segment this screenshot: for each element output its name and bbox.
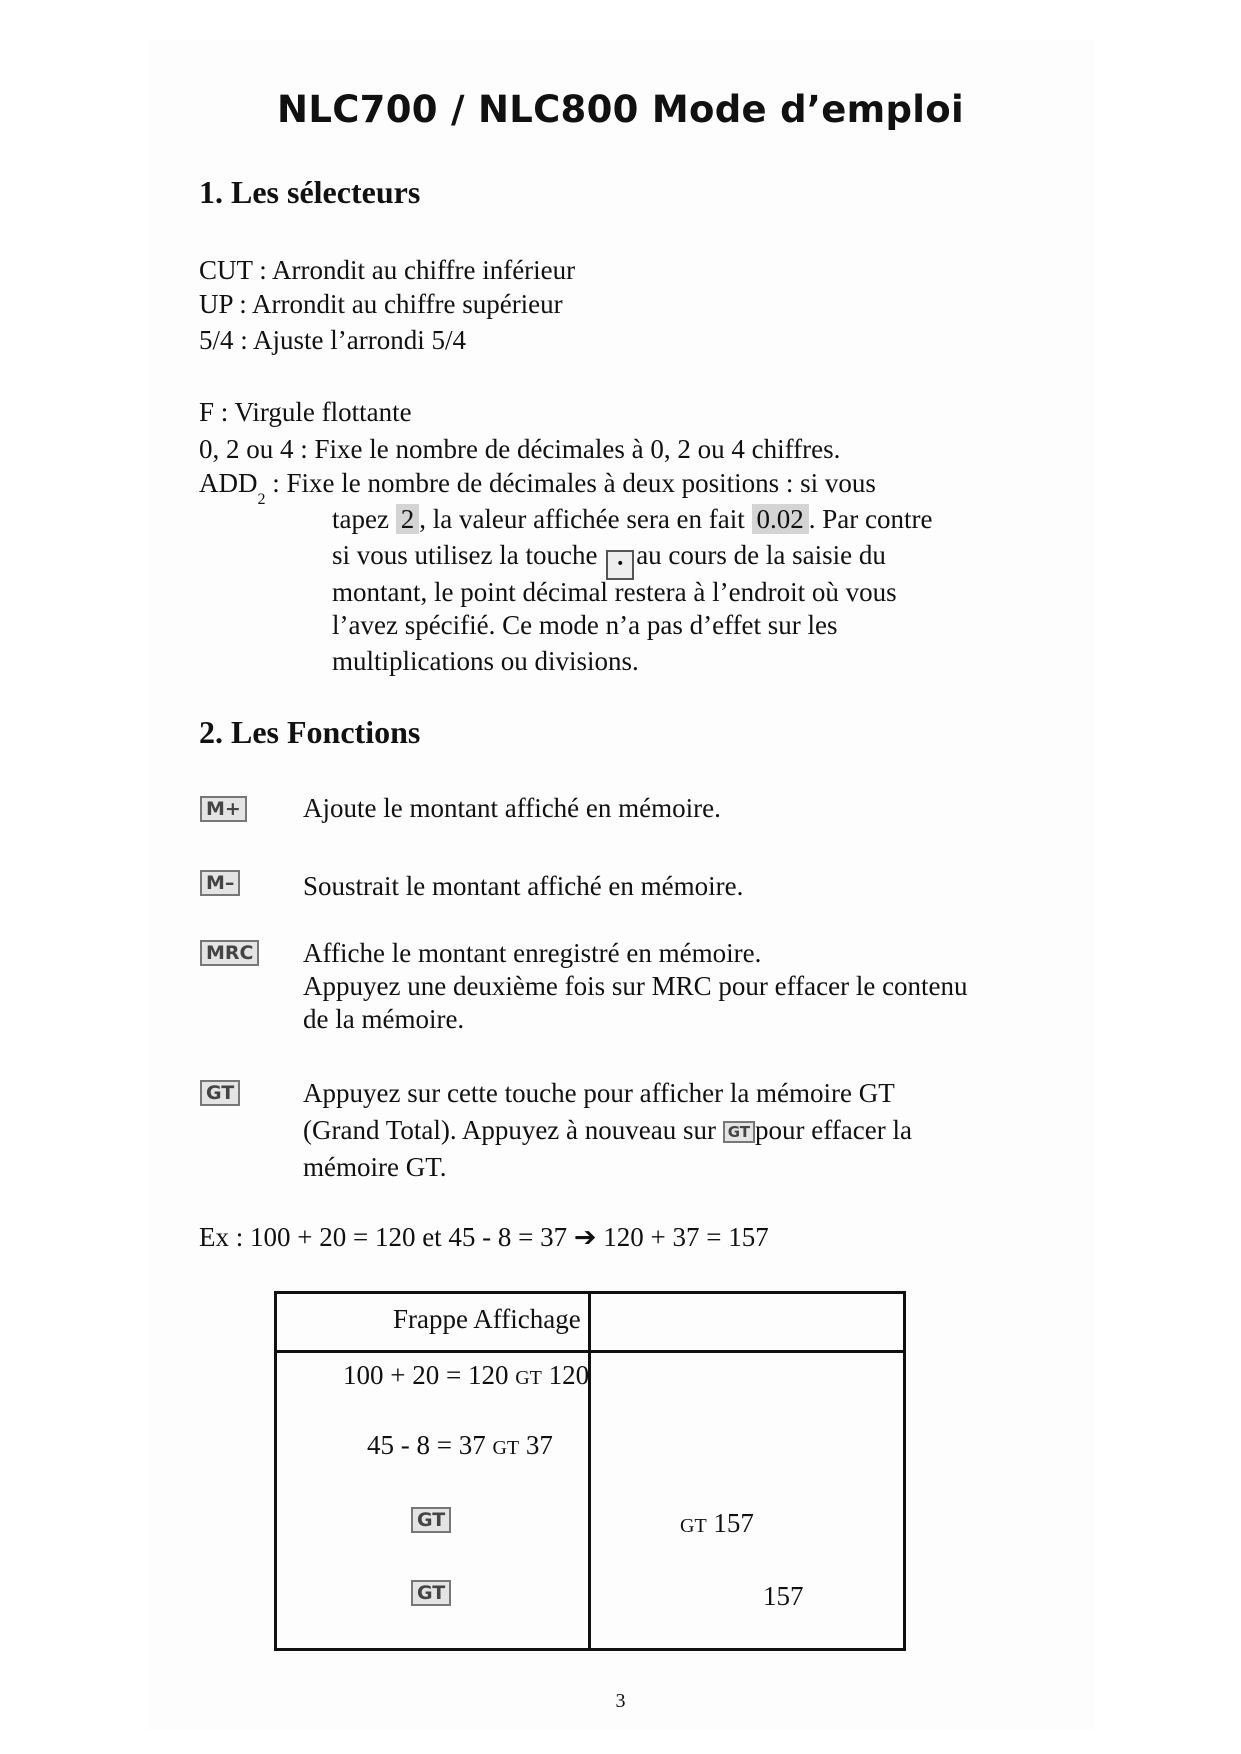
gt-desc-1: Appuyez sur cette touche pour afficher la mémoire GT <box>303 1078 895 1108</box>
section1-heading: 1. Les sélecteurs <box>199 174 421 210</box>
row2-gt: GT <box>492 1437 520 1459</box>
gt-inline-key-icon: GT <box>723 1121 755 1143</box>
add-label: ADD <box>199 468 258 498</box>
round-line: 5/4 : Ajuste l’arrondi 5/4 <box>199 325 466 355</box>
key-2-highlight: 2 <box>396 504 420 534</box>
m-plus-desc: Ajoute le montant affiché en mémoire. <box>303 793 721 823</box>
row3-value: 157 <box>706 1508 754 1538</box>
add-l2a: tapez <box>332 504 396 534</box>
row2-value: 37 <box>519 1430 553 1460</box>
gt-desc-2b: pour effacer la <box>755 1115 912 1145</box>
fix-line: 0, 2 ou 4 : Fixe le nombre de décimales à 0, 2 ou 4 chiffres. <box>199 434 841 464</box>
m-minus-desc: Soustrait le montant affiché en mémoire. <box>303 871 744 901</box>
m-minus-key-icon: M– <box>200 870 240 896</box>
page-number: 3 <box>615 1690 626 1712</box>
add-line-4: montant, le point décimal restera à l’endroit où vous <box>332 577 897 607</box>
m-plus-key-icon: M+ <box>200 796 247 822</box>
page-title: NLC700 / NLC800 Mode d’emploi <box>277 88 964 131</box>
table-header: Frappe Affichage <box>393 1304 581 1334</box>
section2-heading: 2. Les Fonctions <box>199 714 421 750</box>
example-line: Ex : 100 + 20 = 120 et 45 - 8 = 37 ➔ 120 + 37 = 157 <box>199 1222 769 1252</box>
add-l3a: si vous utilisez la touche <box>332 540 605 570</box>
value-highlight: 0.02 <box>752 504 809 534</box>
gt-desc-3: mémoire GT. <box>303 1152 447 1182</box>
row1-gt: GT <box>515 1367 542 1389</box>
row1-value: 120 <box>541 1360 590 1390</box>
gt-desc-2 <box>303 1114 912 1146</box>
row4-gt-key-icon: GT <box>411 1580 451 1606</box>
add-line-3 <box>332 539 886 580</box>
gt-desc-2a: (Grand Total). Appuyez à nouveau sur <box>303 1115 723 1145</box>
add-line <box>199 467 876 508</box>
mrc-key-icon: MRC <box>200 940 259 966</box>
gt-key-icon: GT <box>200 1080 240 1106</box>
decimal-point-key-icon: • <box>606 550 634 580</box>
row3-gt: GT <box>680 1515 707 1537</box>
row1-keys: 100 + 20 = 120 <box>343 1360 516 1390</box>
mrc-desc-1: Affiche le montant enregistré en mémoire. <box>303 938 762 968</box>
add-subscript: 2 <box>257 491 266 508</box>
add-l2c: . Par contre <box>808 504 933 534</box>
mrc-desc-2: Appuyez une deuxième fois sur MRC pour effacer le contenu <box>303 971 968 1001</box>
add-l3b: au cours de la saisie du <box>636 540 886 570</box>
table-row-1 <box>343 1359 589 1394</box>
table-row-2 <box>367 1429 553 1464</box>
add-line-6: multiplications ou divisions. <box>332 646 639 676</box>
mrc-desc-3: de la mémoire. <box>303 1004 465 1034</box>
add-l2b: , la valeur affichée sera en fait <box>419 504 752 534</box>
table-row-3-display <box>680 1507 754 1542</box>
add-line-5: l’avez spécifié. Ce mode n’a pas d’effet sur les <box>332 610 838 640</box>
up-line: UP : Arrondit au chiffre supérieur <box>199 289 563 319</box>
row2-keys: 45 - 8 = 37 <box>367 1430 493 1460</box>
cut-line: CUT : Arrondit au chiffre inférieur <box>199 255 576 285</box>
add-line-2 <box>332 503 932 535</box>
float-line: F : Virgule flottante <box>199 397 412 427</box>
table-row-4-display: 157 <box>763 1581 804 1611</box>
row3-gt-key-icon: GT <box>411 1507 451 1533</box>
add-rest: : Fixe le nombre de décimales à deux positions : si vous <box>265 468 876 498</box>
table-column-divider <box>588 1291 591 1651</box>
